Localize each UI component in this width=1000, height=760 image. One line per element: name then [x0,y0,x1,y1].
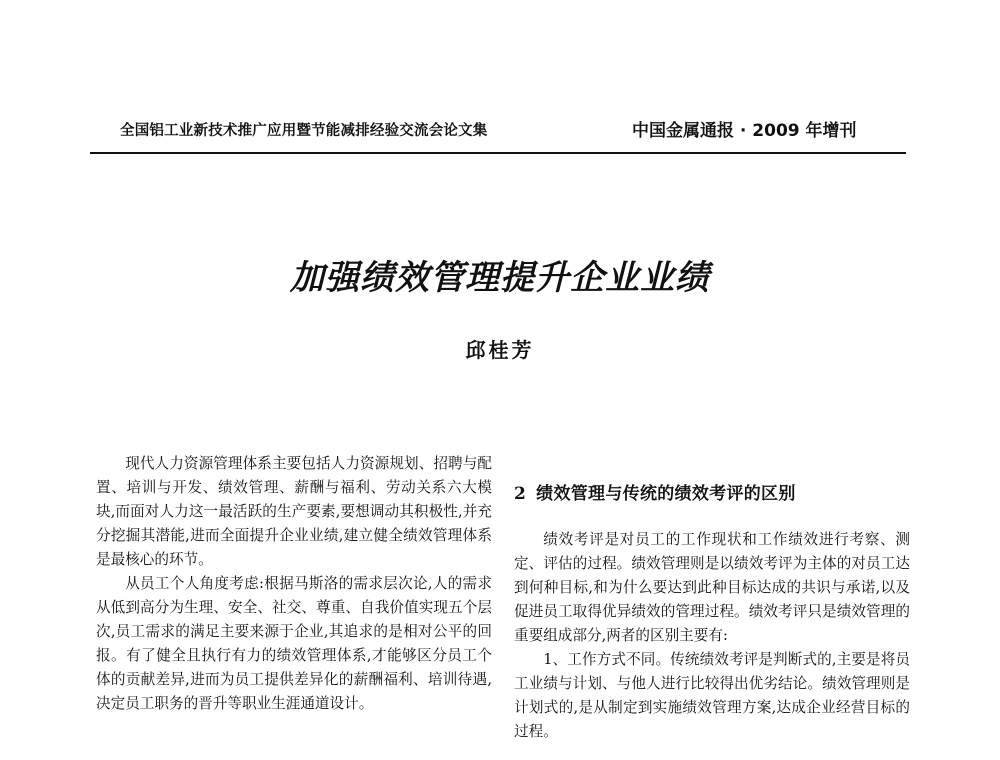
header-rule [90,152,906,154]
body-paragraph: 1、工作方式不同。传统绩效考评是判断式的,主要是将员工业绩与计划、与他人进行比较得出优劣结论。绩效管理则是计划式的,是从制定到实施绩效管理方案,达成企业经营目标的过程。 [514,651,910,740]
body-paragraph: 现代人力资源管理体系主要包括人力资源规划、招聘与配置、培训与开发、绩效管理、薪酬与福利、劳动关系六大模块,而面对人力这一最活跃的生产要素,要想调动其积极性,并充分挖掘其潜能,进而全面提升企业业绩,建立健全绩效管理体系是最核心的环节。 [96,455,492,568]
section-number: 2 [514,484,527,504]
article-title: 加强绩效管理提升企业业绩 [290,258,710,298]
section-title: 绩效管理与传统的绩效考评的区别 [536,484,796,504]
journal-proceedings-title: 全国铝工业新技术推广应用暨节能减排经验交流会论文集 [120,122,488,139]
journal-issue-label: 中国金属通报 · 2009 年增刊 [632,121,857,141]
section-heading [514,479,910,504]
right-column [514,528,910,744]
article-author: 邱桂芳 [465,338,535,362]
body-paragraph: 从员工个人角度考虑:根据马斯洛的需求层次论,人的需求从低到高分为生理、安全、社交、尊重、自我价值实现五个层次,员工需求的满足主要来源于企业,其追求的是相对公平的回报。有了健全且执行有力的绩效管理体系,才能够区分员工个体的贡献差异,进而为员工提供差异化的薪酬福利、培训待遇,决定员工职务的晋升等职业生涯通道设计。 [96,575,492,712]
body-paragraph: 绩效考评是对员工的工作现状和工作绩效进行考察、测定、评估的过程。绩效管理则是以绩效考评为主体的对员工达到何种目标,和为什么要达到此种目标达成的共识与承诺,以及促进员工取得优异绩效的管理过程。绩效考评只是绩效管理的重要组成部分,两者的区别主要有: [514,531,910,644]
left-column [96,452,492,716]
